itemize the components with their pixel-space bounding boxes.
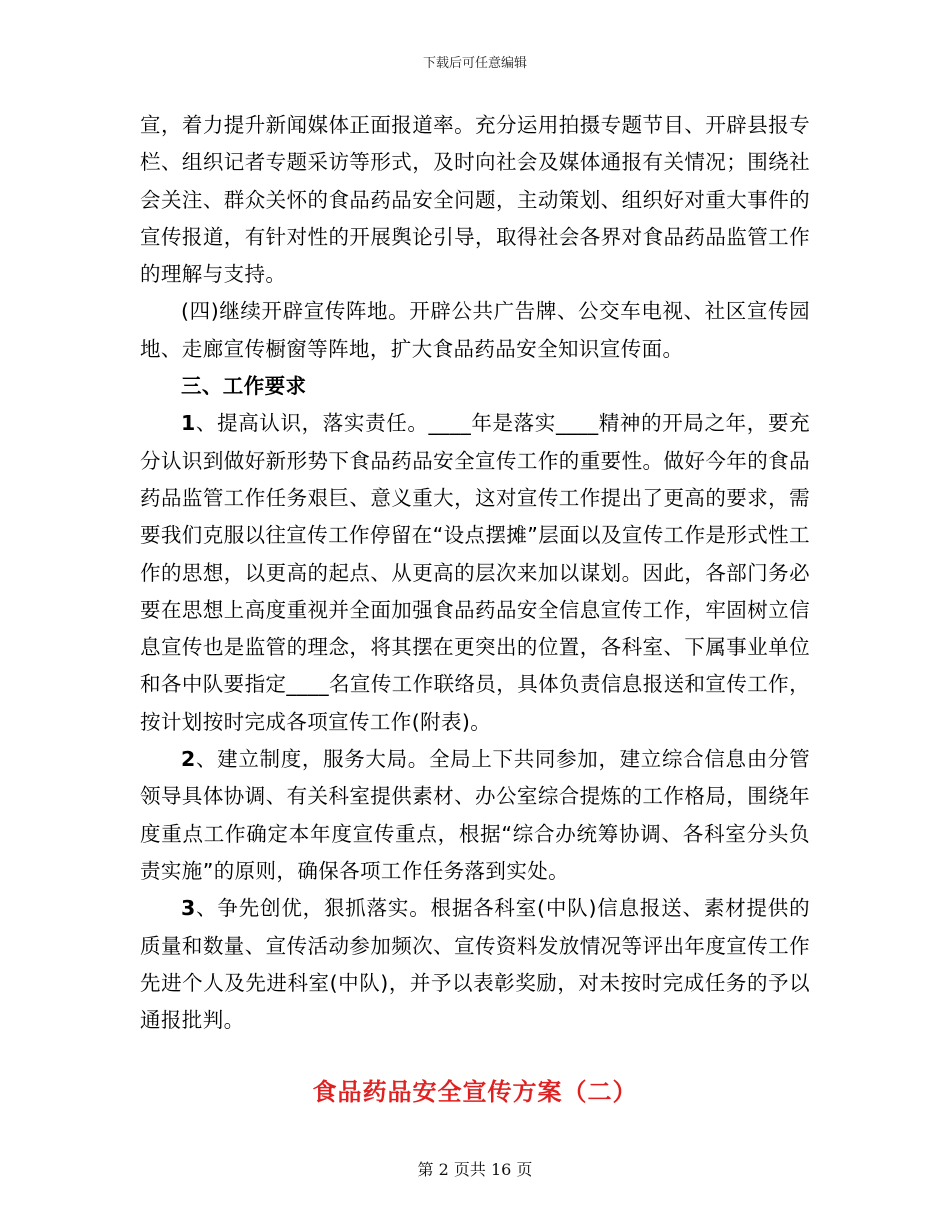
paragraph-section-4: (四)继续开辟宣传阵地。开辟公共广告牌、公交车电视、社区宣传园地、走廊宣传橱窗等阵地，扩大食品药品安全知识宣传面。 (140, 299, 810, 361)
page-footer: 第 2 页共 16 页 (417, 1160, 533, 1179)
section-title: 食品药品安全宣传方案（二） (312, 1078, 638, 1106)
paragraph-requirement-1 (140, 405, 810, 741)
document-body (140, 107, 810, 1039)
page-header: 下载后可任意编辑 (422, 56, 527, 71)
requirement-number: 1 (181, 411, 196, 436)
requirement-text: 、提高认识，落实责任。____年是落实____精神的开局之年，要充分认识到做好新形势下食品药品安全宣传工作的重要性。做好今年的食品药品监管工作任务艰巨、意义重大，这对宣传工作提出了更高的要求，需要我们克服以往宣传工作停留在“设点摆摊”层面以及宣传工作是形式性工作的思想，以更高的起点、从更高的层次来加以谋划。因此，各部门务必要在思想上高度重视并全面加强食品药品安全信息宣传工作，牢固树立信息宣传也是监管的理念，将其摆在更突出的位置，各科室、下属事业单位和各中队要指定____名宣传工作联络员，具体负责信息报送和宣传工作，按计划按时完成各项宣传工作(附表)。 (140, 411, 810, 734)
requirement-number: 2 (181, 747, 196, 772)
requirement-text: 、争先创优，狠抓落实。根据各科室(中队)信息报送、素材提供的质量和数量、宣传活动参加频次、宣传资料发放情况等评出年度宣传工作先进个人及先进科室(中队)，并予以表彰奖励，对未按时完成任务的予以通报批判。 (140, 896, 810, 1033)
paragraph-requirement-3 (140, 890, 810, 1039)
paragraph-requirement-2 (140, 741, 810, 890)
paragraph-publicity: 宣，着力提升新闻媒体正面报道率。充分运用拍摄专题节目、开辟县报专栏、组织记者专题采访等形式，及时向社会及媒体通报有关情况；围绕社会关注、群众关怀的食品药品安全问题，主动策划、组织好对重大事件的宣传报道，有针对性的开展舆论引导，取得社会各界对食品药品监管工作的理解与支持。 (140, 113, 810, 287)
requirement-text: 、建立制度，服务大局。全局上下共同参加，建立综合信息由分管领导具体协调、有关科室提供素材、办公室综合提炼的工作格局，围绕年度重点工作确定本年度宣传重点，根据“综合办统筹协调、各科室分头负责实施”的原则，确保各项工作任务落到实处。 (140, 747, 810, 883)
requirement-number: 3 (181, 896, 196, 921)
section-heading-work-requirements: 三、工作要求 (181, 374, 307, 399)
